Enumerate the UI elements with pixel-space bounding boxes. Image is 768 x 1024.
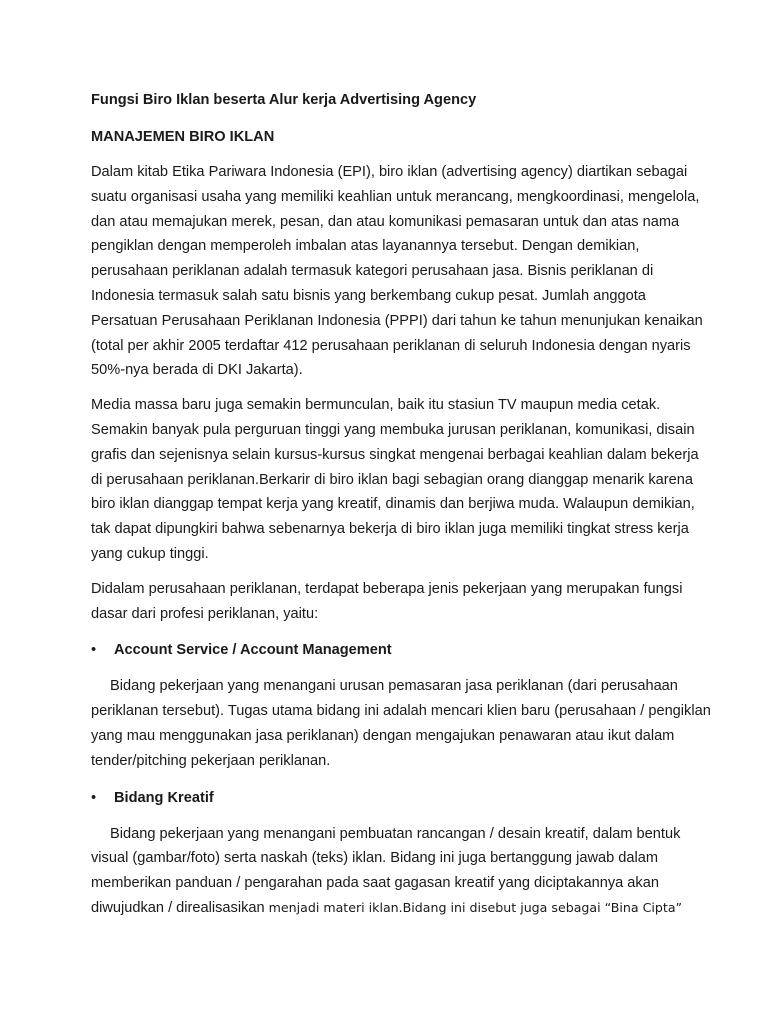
paragraph-text: diwujudkan / direalisasikan: [91, 899, 265, 916]
document-title: Fungsi Biro Iklan beserta Alur kerja Advertising Agency: [91, 92, 477, 108]
paragraph-account-service: [91, 674, 711, 773]
paragraph-line: [91, 896, 691, 921]
paragraph-media: [91, 393, 699, 567]
bullet-icon: •: [91, 789, 97, 806]
paragraph-functions: [91, 577, 691, 627]
paragraph-line: 50%-nya berada di DKI Jakarta).: [91, 362, 303, 379]
paragraph-line: memberikan panduan / pengarahan pada saat gagasan kreatif yang diciptakannya akan: [91, 875, 659, 892]
paragraph-line: Bidang pekerjaan yang menangani pembuatan rancangan / desain kreatif, dalam bentuk: [110, 825, 681, 842]
paragraph-line: yang mau menggunakan jasa periklanan) dengan mengajukan penawaran atau ikut dalam: [91, 727, 675, 744]
paragraph-line: yang cukup tinggi.: [91, 545, 209, 562]
paragraph-line: tak dapat dipungkiri bahwa sebenarnya bekerja di biro iklan juga memiliki tingkat stress kerja: [91, 521, 689, 538]
paragraph-text: menjadi materi iklan.Bidang ini disebut juga sebagai “Bina Cipta”: [264, 899, 683, 915]
bullet-label: Account Service / Account Management: [114, 642, 392, 659]
paragraph-line: perusahaan periklanan adalah termasuk kategori perusahaan jasa. Bisnis periklanan di: [91, 263, 654, 280]
bullet-account-service: [91, 638, 691, 662]
paragraph-line: Media massa baru juga semakin bermunculan, baik itu stasiun TV maupun media cetak.: [91, 397, 661, 414]
paragraph-line: dan atau memajukan merek, pesan, dan atau komunikasi pemasaran untuk dan atas nama: [91, 213, 680, 230]
paragraph-line: Didalam perusahaan periklanan, terdapat beberapa jenis pekerjaan yang merupakan fungsi: [91, 580, 683, 597]
document-page: [91, 88, 711, 921]
paragraph-line: biro iklan dianggap tempat kerja yang kreatif, dinamis dan berjiwa muda. Walaupun demikian,: [91, 496, 695, 513]
bullet-icon: •: [91, 642, 97, 659]
paragraph-line: Bidang pekerjaan yang menangani urusan pemasaran jasa periklanan (dari perusahaan: [110, 678, 678, 695]
paragraph-kreatif: [91, 822, 691, 921]
paragraph-line: grafis dan sejenisnya selain kursus-kursus singkat mengenai berbagai keahlian dalam bekerja: [91, 446, 699, 463]
paragraph-line: di perusahaan periklanan.Berkarir di biro iklan bagi sebagian orang dianggap menarik karena: [91, 471, 693, 488]
paragraph-line: (total per akhir 2005 terdaftar 412 perusahaan periklanan di seluruh Indonesia dengan nyaris: [91, 337, 691, 354]
paragraph-line: dasar dari profesi periklanan, yaitu:: [91, 605, 319, 622]
section-heading: MANAJEMEN BIRO IKLAN: [91, 129, 275, 145]
bullet-label: Bidang Kreatif: [114, 789, 214, 806]
paragraph-line: tender/pitching pekerjaan periklanan.: [91, 752, 331, 769]
paragraph-line: visual (gambar/foto) serta naskah (teks) iklan. Bidang ini juga bertanggung jawab dalam: [91, 850, 659, 867]
paragraph-intro: [91, 160, 703, 383]
paragraph-line: periklanan tersebut). Tugas utama bidang ini adalah mencari klien baru (perusahaan / pengiklan: [91, 703, 711, 720]
paragraph-line: Indonesia termasuk salah satu bisnis yang berkembang cukup pesat. Jumlah anggota: [91, 287, 646, 304]
paragraph-line: Dalam kitab Etika Pariwara Indonesia (EPI), biro iklan (advertising agency) diartikan sebagai: [91, 164, 688, 180]
bullet-bidang-kreatif: [91, 786, 691, 810]
paragraph-line: pengiklan dengan memperoleh imbalan atas layanannya tersebut. Dengan demikian,: [91, 238, 640, 255]
paragraph-line: Semakin banyak pula perguruan tinggi yang membuka jurusan periklanan, komunikasi, disain: [91, 421, 695, 438]
paragraph-line: suatu organisasi usaha yang memiliki keahlian untuk merancang, mengkoordinasi, mengelola,: [91, 188, 700, 205]
paragraph-line: Persatuan Perusahaan Periklanan Indonesia (PPPI) dari tahun ke tahun menunjukan kenaikan: [91, 312, 703, 329]
